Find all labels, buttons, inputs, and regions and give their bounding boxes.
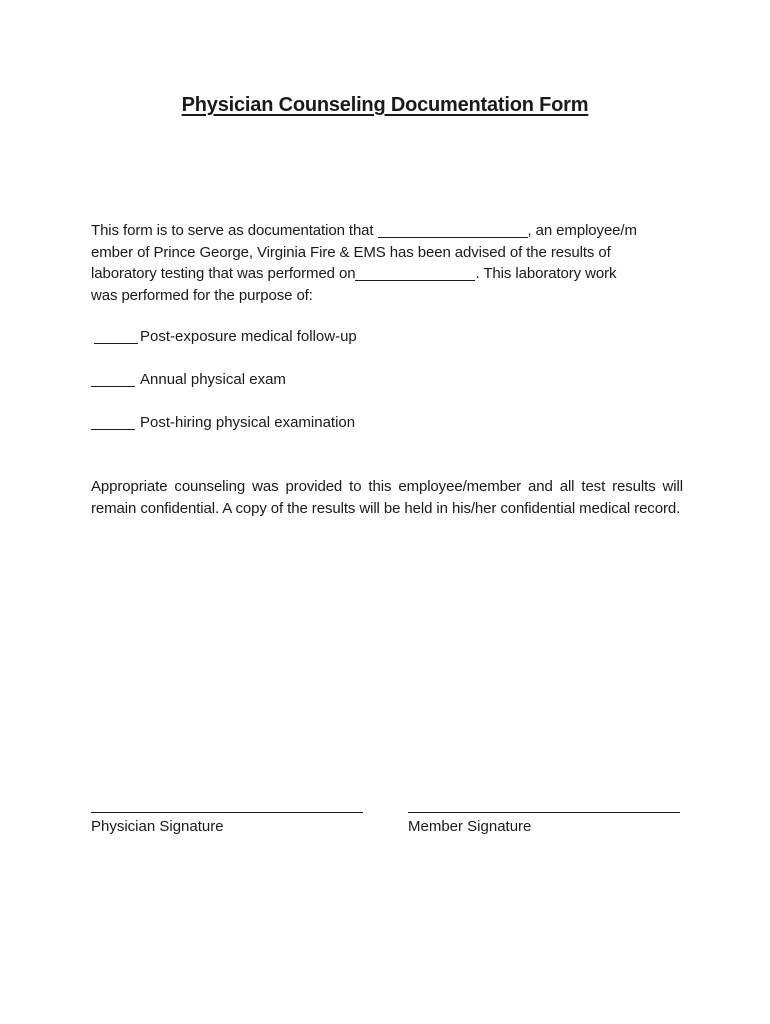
option-post-hiring xyxy=(91,412,355,433)
option-label: Post-hiring physical examination xyxy=(140,414,356,431)
intro-text-employee: , an employee/m xyxy=(527,222,637,239)
intro-line-3 xyxy=(91,263,683,285)
form-title: Physician Counseling Documentation Form xyxy=(181,94,589,116)
option-checkbox-blank[interactable] xyxy=(91,372,135,387)
intro-paragraph xyxy=(91,220,683,306)
intro-text-lab-work: . This laboratory work xyxy=(475,265,617,282)
option-checkbox-blank[interactable] xyxy=(94,329,138,344)
option-label: Annual physical exam xyxy=(140,371,286,388)
intro-text-testing: laboratory testing that was performed on xyxy=(91,265,356,282)
physician-signature-label: Physician Signature xyxy=(91,818,224,835)
physician-signature-line[interactable] xyxy=(91,812,363,813)
option-annual-physical xyxy=(91,369,286,390)
intro-line-4: was performed for the purpose of: xyxy=(91,286,313,304)
intro-line-1 xyxy=(91,220,683,242)
closing-paragraph: Appropriate counseling was provided to this employee/member and all test results will remain confidential. A copy of the results will be held in his/her confidential medical record. xyxy=(91,478,683,517)
option-post-exposure xyxy=(94,326,357,347)
employee-name-blank[interactable] xyxy=(378,223,528,238)
member-signature-line[interactable] xyxy=(408,812,680,813)
intro-text-start: This form is to serve as documentation that xyxy=(91,222,374,239)
option-label: Post-exposure medical follow-up xyxy=(140,328,357,345)
option-checkbox-blank[interactable] xyxy=(91,415,135,430)
intro-line-2: ember of Prince George, Virginia Fire & EMS has been advised of the results of xyxy=(91,243,611,261)
member-signature-label: Member Signature xyxy=(408,818,532,835)
test-date-blank[interactable] xyxy=(355,266,475,281)
